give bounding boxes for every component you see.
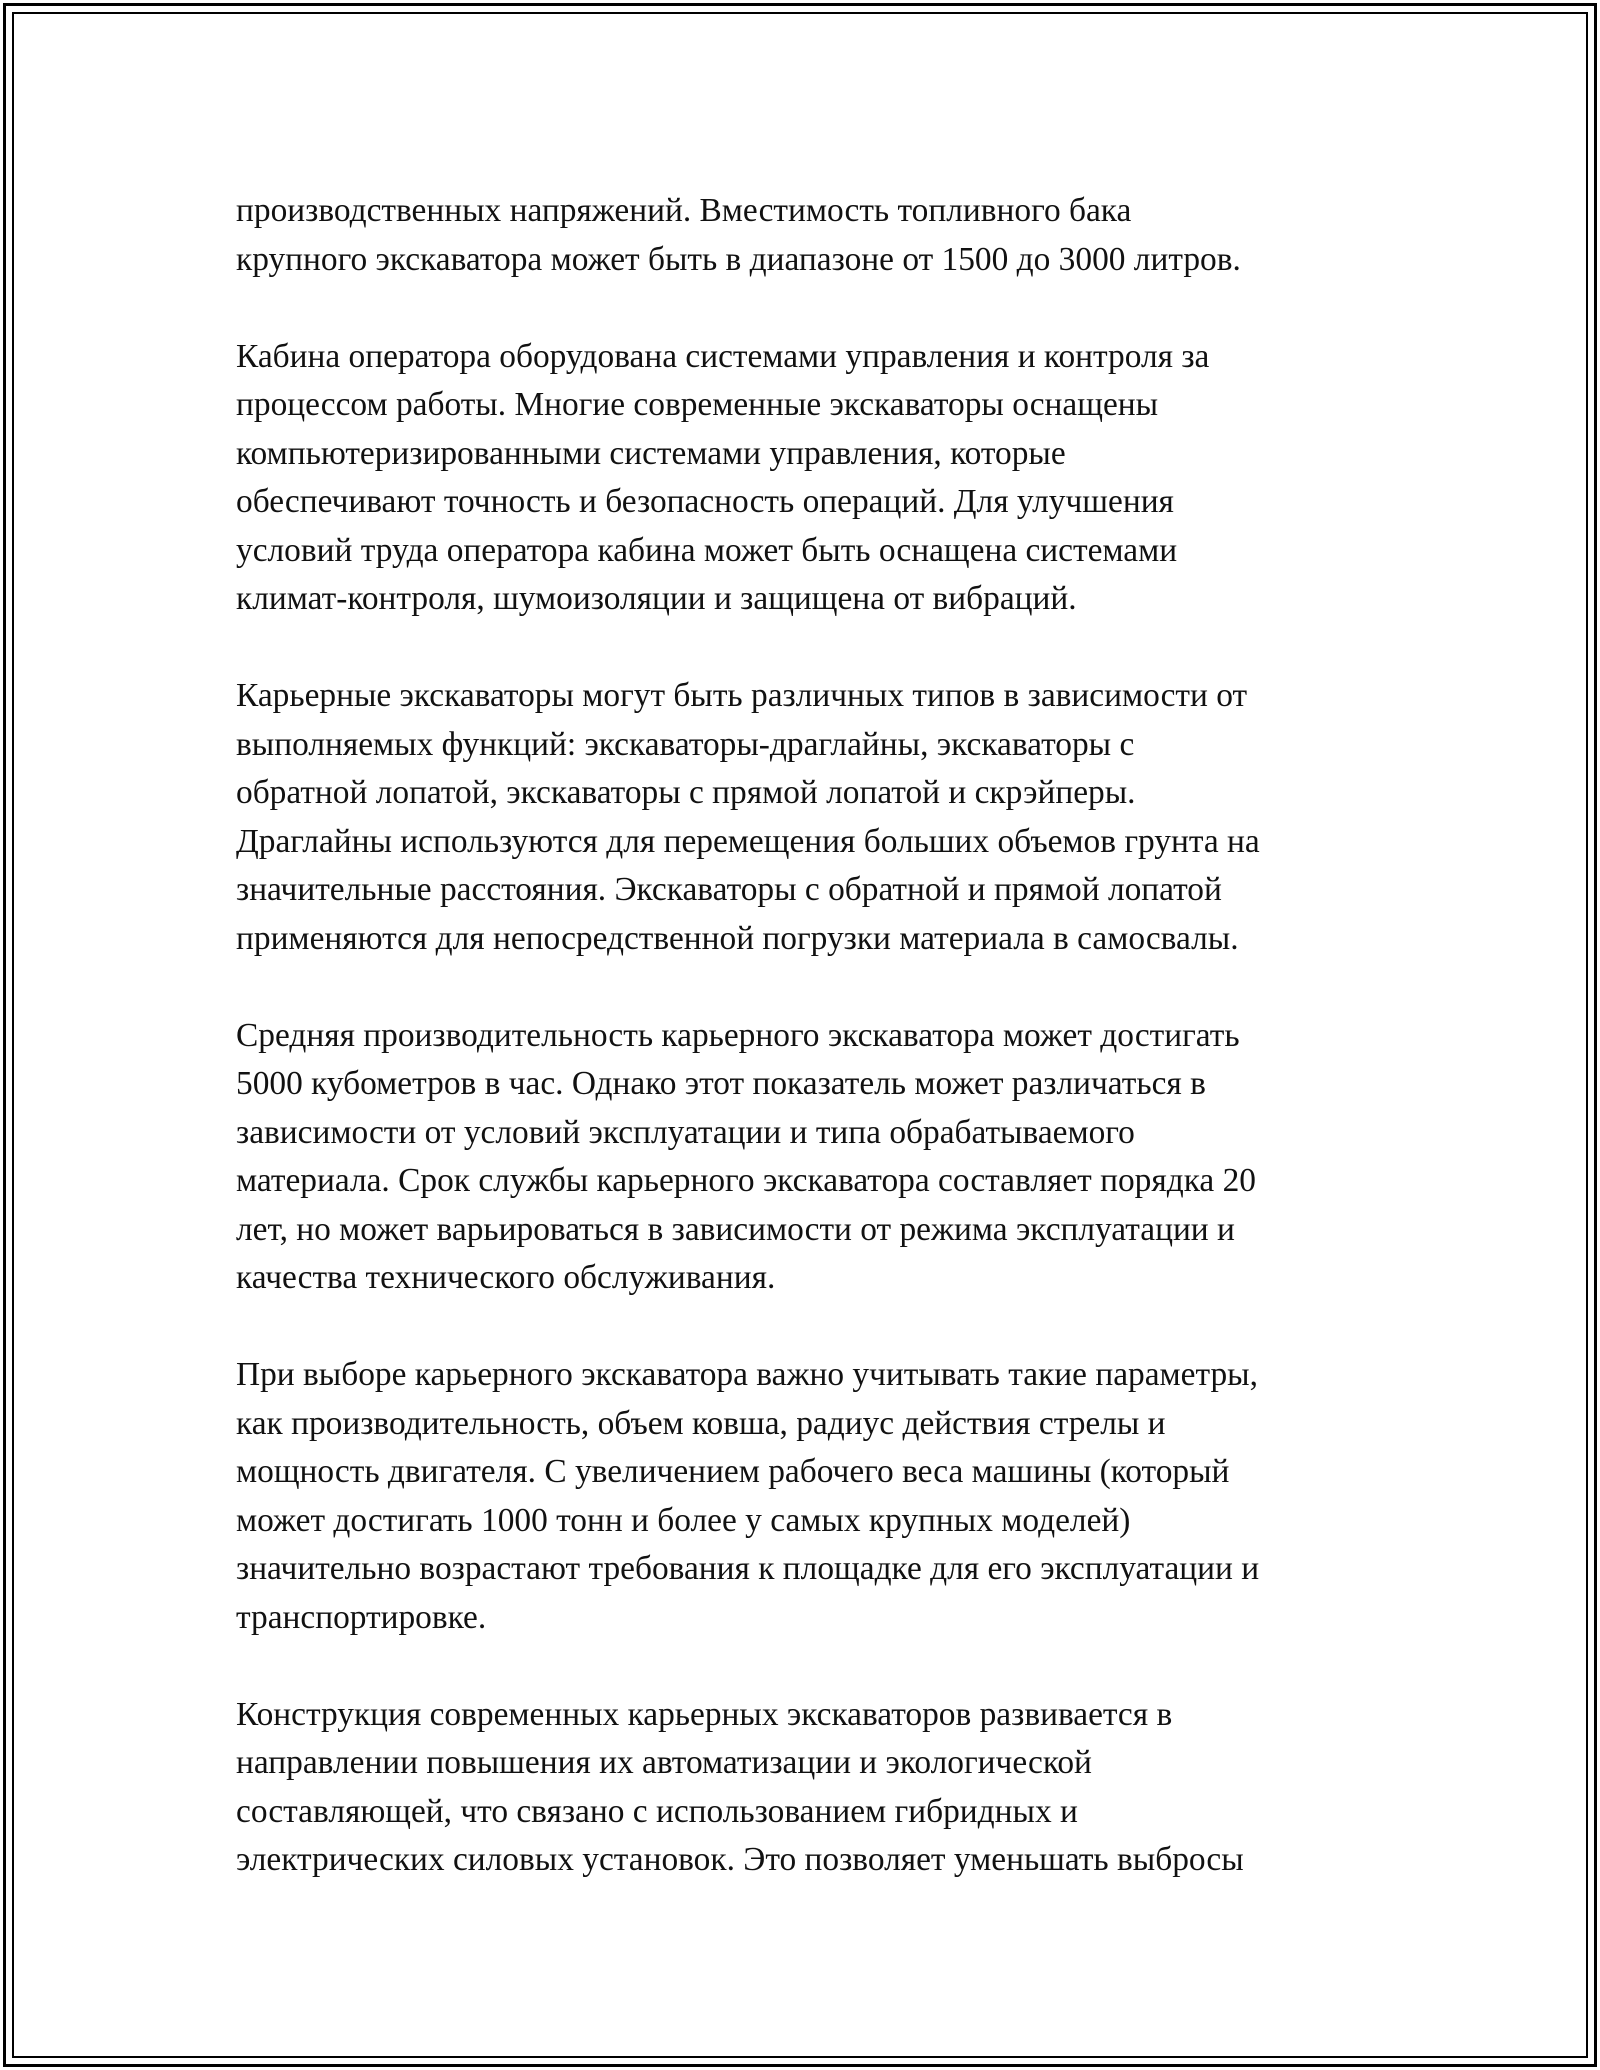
text-line: Карьерные экскаваторы могут быть различных типов в зависимости от [236,677,1248,714]
text-line: крупного экскаватора может быть в диапазоне от 1500 до 3000 литров. [236,240,1241,278]
paragraph-fuel-tank [236,187,1386,284]
text-line: транспортировке. [236,1598,487,1636]
paragraph-productivity [236,1012,1386,1303]
text-line: производственных напряжений. Вместимость топливного бака [236,192,1132,229]
text-line: применяются для непосредственной погрузки материала в самосвалы. [236,919,1239,957]
text-line: Кабина оператора оборудована системами управления и контроля за [236,337,1210,375]
document-body [236,187,1386,1933]
text-line: компьютеризированными системами управления, которые [236,434,1066,472]
text-line: значительные расстояния. Экскаваторы с обратной и прямой лопатой [236,871,1222,908]
text-line: климат-контроля, шумоизоляции и защищена от вибраций. [236,580,1077,617]
text-line: электрических силовых установок. Это позволяет уменьшать выбросы [236,1841,1244,1878]
text-line: При выборе карьерного экскаватора важно учитывать такие параметры, [236,1356,1258,1393]
text-line: значительно возрастают требования к площадке для его эксплуатации и [236,1550,1260,1587]
text-line: 5000 кубометров в час. Однако этот показатель может различаться в [236,1065,1206,1102]
text-line: условий труда оператора кабина может быть оснащена системами [236,531,1178,569]
text-line: качества технического обслуживания. [236,1259,776,1296]
paragraph-excavator-types [236,672,1386,963]
paragraph-modern-design [236,1691,1386,1885]
text-line: лет, но может варьироваться в зависимости от режима эксплуатации и [236,1210,1235,1248]
text-line: обратной лопатой, экскаваторы с прямой лопатой и скрэйперы. [236,774,1136,811]
text-line: Драглайны используются для перемещения больших объемов грунта на [236,822,1260,860]
text-line: направлении повышения их автоматизации и экологической [236,1744,1092,1781]
text-line: как производительность, объем ковша, радиус действия стрелы и [236,1404,1166,1442]
text-line: Средняя производительность карьерного экскаватора может достигать [236,1016,1240,1054]
paragraph-selection-criteria [236,1351,1386,1642]
text-line: зависимости от условий эксплуатации и типа обрабатываемого [236,1113,1135,1151]
text-line: может достигать 1000 тонн и более у самых крупных моделей) [236,1501,1131,1539]
text-line: Конструкция современных карьерных экскаваторов развивается в [236,1695,1173,1733]
text-line: материала. Срок службы карьерного экскаватора составляет порядка 20 [236,1162,1256,1199]
text-line: мощность двигателя. С увеличением рабочего веса машины (который [236,1453,1230,1490]
paragraph-operator-cabin [236,333,1386,624]
text-line: выполняемых функций: экскаваторы-драглайны, экскаваторы с [236,725,1135,763]
text-line: обеспечивают точность и безопасность операций. Для улучшения [236,483,1174,520]
text-line: составляющей, что связано с использованием гибридных и [236,1792,1078,1830]
text-line: процессом работы. Многие современные экскаваторы оснащены [236,386,1159,423]
